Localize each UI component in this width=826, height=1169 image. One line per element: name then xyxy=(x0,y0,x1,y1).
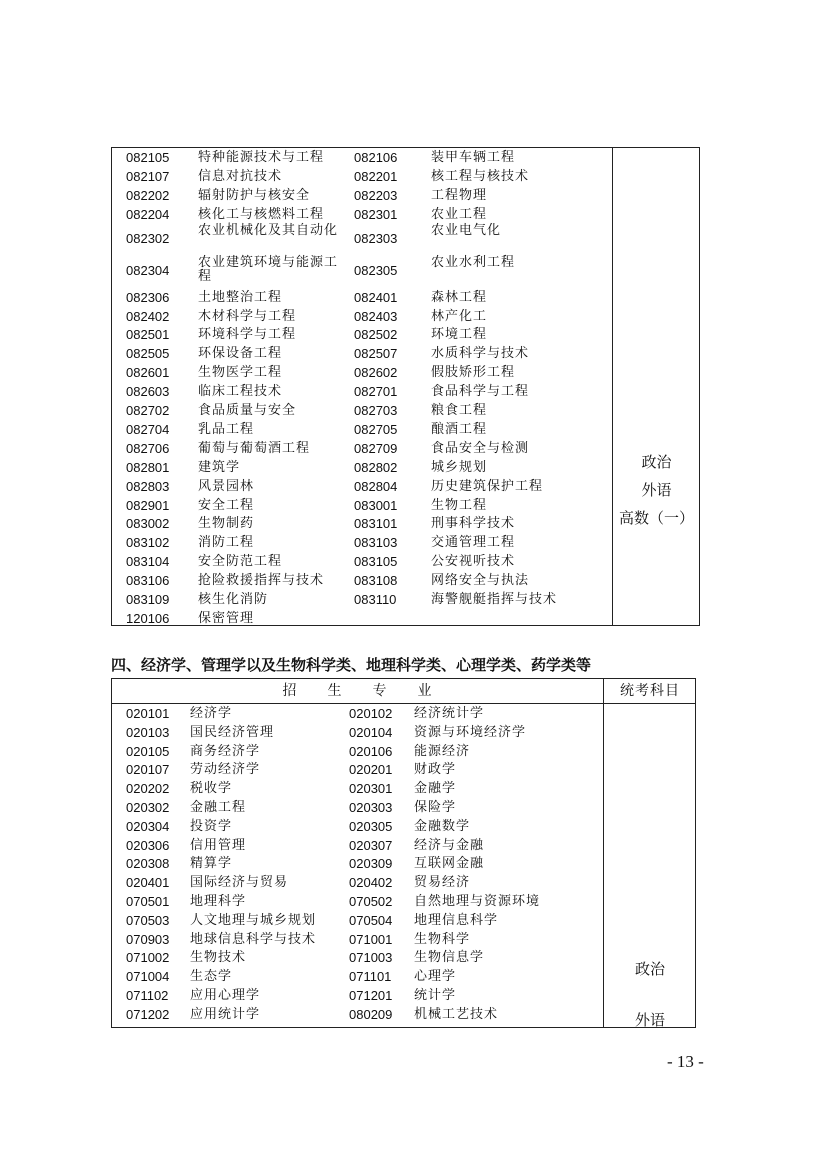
major-name: 工程物理 xyxy=(431,187,488,203)
table-row xyxy=(112,552,612,571)
major-code: 083101 xyxy=(354,516,398,532)
major-code: 020106 xyxy=(349,743,393,759)
major-name: 安全工程 xyxy=(198,497,255,513)
major-name: 心理学 xyxy=(414,969,457,985)
major-name: 海警舰艇指挥与技术 xyxy=(431,592,558,607)
major-code: 082706 xyxy=(126,440,170,456)
major-name: 木材科学与工程 xyxy=(198,308,297,324)
major-code: 082303 xyxy=(354,230,398,246)
major-name: 装甲车辆工程 xyxy=(431,150,516,165)
major-name: 生物信息学 xyxy=(414,950,485,966)
major-name: 粮食工程 xyxy=(431,403,488,418)
major-code: 120106 xyxy=(126,610,170,626)
major-name: 投资学 xyxy=(190,818,233,834)
exam-subject-politics: 政治 xyxy=(634,960,665,978)
table-row xyxy=(112,307,612,326)
major-code: 070503 xyxy=(126,912,170,928)
major-name: 生物科学 xyxy=(414,931,471,947)
major-name: 机械工艺技术 xyxy=(414,1006,499,1022)
major-code: 020301 xyxy=(349,781,393,797)
major-name: 地球信息科学与技术 xyxy=(190,931,317,947)
major-code: 020401 xyxy=(126,875,170,891)
major-name: 建筑学 xyxy=(198,459,241,475)
table-economics-majors xyxy=(111,678,696,1028)
major-name: 假肢矫形工程 xyxy=(431,365,516,381)
major-code: 020309 xyxy=(349,856,393,872)
major-code: 082701 xyxy=(354,384,398,400)
table-row xyxy=(112,439,612,458)
major-name: 交通管理工程 xyxy=(431,535,516,551)
major-name: 食品质量与安全 xyxy=(198,403,297,418)
major-code: 070501 xyxy=(126,894,170,909)
major-code: 082105 xyxy=(126,150,170,165)
major-code: 020307 xyxy=(349,837,393,853)
table-row xyxy=(112,892,612,911)
major-name: 环境科学与工程 xyxy=(198,327,297,343)
major-code: 083104 xyxy=(126,554,170,570)
major-code: 020308 xyxy=(126,856,170,872)
major-code: 082204 xyxy=(126,206,170,222)
major-name: 刑事科学技术 xyxy=(431,516,516,532)
major-name: 互联网金融 xyxy=(414,856,485,872)
major-code: 082802 xyxy=(354,459,398,475)
major-name: 经济统计学 xyxy=(414,706,485,721)
major-code: 020201 xyxy=(349,762,393,778)
major-name: 保险学 xyxy=(414,800,457,815)
major-code: 071101 xyxy=(349,969,392,985)
major-code: 071001 xyxy=(349,931,393,947)
major-name: 财政学 xyxy=(414,762,457,778)
major-name: 统计学 xyxy=(414,988,457,1003)
exam-subject-foreign-language: 外语 xyxy=(634,1011,665,1029)
major-name: 信息对抗技术 xyxy=(198,168,283,184)
major-code: 082401 xyxy=(354,289,398,305)
table-row xyxy=(112,401,612,420)
major-name: 保密管理 xyxy=(198,610,255,626)
major-code: 082201 xyxy=(354,168,398,184)
table-row xyxy=(112,798,612,817)
table-row xyxy=(112,344,612,363)
major-code: 082709 xyxy=(354,440,398,456)
major-code: 071003 xyxy=(349,950,393,966)
table-row xyxy=(112,1005,612,1024)
major-name: 经济学 xyxy=(190,706,233,721)
table-row xyxy=(112,477,612,496)
major-name: 城乡规划 xyxy=(431,459,488,475)
major-code: 070504 xyxy=(349,912,393,928)
table-row xyxy=(112,420,612,439)
major-code: 071002 xyxy=(126,950,170,966)
major-code: 020104 xyxy=(349,724,393,740)
major-code: 070903 xyxy=(126,931,170,947)
major-code: 082801 xyxy=(126,459,170,475)
table-row xyxy=(112,458,612,477)
table-row xyxy=(112,256,612,286)
major-name: 核化工与核燃料工程 xyxy=(198,206,325,222)
major-name: 安全防范工程 xyxy=(198,554,283,570)
major-name: 应用心理学 xyxy=(190,988,261,1003)
major-code: 082502 xyxy=(354,327,398,343)
major-name: 林产化工 xyxy=(431,308,488,324)
major-code: 071102 xyxy=(126,988,169,1003)
major-name: 地理科学 xyxy=(190,894,247,909)
major-code: 020102 xyxy=(349,706,393,721)
table-row xyxy=(112,288,612,307)
major-name: 森林工程 xyxy=(431,289,488,305)
table-row xyxy=(112,723,612,742)
major-name: 食品科学与工程 xyxy=(431,384,530,400)
major-name: 金融数学 xyxy=(414,818,471,834)
major-name: 税收学 xyxy=(190,781,233,797)
major-name: 风景园林 xyxy=(198,478,255,494)
table-row xyxy=(112,779,612,798)
major-name: 商务经济学 xyxy=(190,743,261,759)
major-name: 乳品工程 xyxy=(198,421,255,437)
major-code: 082302 xyxy=(126,230,170,246)
major-code: 082505 xyxy=(126,346,170,362)
major-code: 083102 xyxy=(126,535,170,551)
major-code: 083002 xyxy=(126,516,170,532)
major-name: 自然地理与资源环境 xyxy=(414,894,541,909)
major-code: 082402 xyxy=(126,308,170,324)
major-code: 020302 xyxy=(126,800,170,815)
major-code: 082305 xyxy=(354,262,398,278)
major-code: 083103 xyxy=(354,535,398,551)
major-name: 酿酒工程 xyxy=(431,421,488,437)
major-code: 083109 xyxy=(126,592,170,607)
table-row xyxy=(112,836,612,855)
major-name: 消防工程 xyxy=(198,535,255,551)
table-row xyxy=(112,514,612,533)
table-row xyxy=(112,873,612,892)
major-code: 082501 xyxy=(126,327,170,343)
table-row xyxy=(112,854,612,873)
header-exam-subjects: 统考科目 xyxy=(620,683,680,699)
table-row xyxy=(112,224,612,254)
major-code: 082901 xyxy=(126,497,170,513)
major-name: 农业机械化及其自动化 xyxy=(198,222,339,238)
table-row xyxy=(112,930,612,949)
major-name: 公安视听技术 xyxy=(431,554,516,570)
major-name: 地理信息科学 xyxy=(414,912,499,928)
major-code: 020101 xyxy=(126,706,170,721)
major-code: 082601 xyxy=(126,365,170,381)
major-code: 082203 xyxy=(354,187,398,203)
major-code: 082202 xyxy=(126,187,170,203)
table-row xyxy=(112,496,612,515)
major-name: 资源与环境经济学 xyxy=(414,724,527,740)
major-code: 082705 xyxy=(354,421,398,437)
major-name: 人文地理与城乡规划 xyxy=(190,912,317,928)
major-code: 020402 xyxy=(349,875,393,891)
major-name: 网络安全与执法 xyxy=(431,573,530,589)
major-code: 082702 xyxy=(126,403,170,418)
exam-subjects-cell xyxy=(613,450,700,534)
table-row xyxy=(112,186,612,205)
table-row xyxy=(112,817,612,836)
table-row xyxy=(112,911,612,930)
major-name: 特种能源技术与工程 xyxy=(198,150,325,165)
major-name: 国民经济管理 xyxy=(190,724,275,740)
major-name: 食品安全与检测 xyxy=(431,440,530,456)
major-code: 020202 xyxy=(126,781,170,797)
exam-subject: 高数（一） xyxy=(618,509,694,527)
major-code: 083110 xyxy=(354,592,397,607)
major-code: 082703 xyxy=(354,403,398,418)
major-name: 农业水利工程 xyxy=(431,254,516,270)
major-name: 水质科学与技术 xyxy=(431,346,530,362)
table-row xyxy=(112,148,612,167)
major-code: 080209 xyxy=(349,1006,393,1022)
major-name: 环保设备工程 xyxy=(198,346,283,362)
page-number: - 13 - xyxy=(667,1052,704,1071)
major-name: 金融学 xyxy=(414,781,457,797)
table-row xyxy=(112,363,612,382)
major-code: 082803 xyxy=(126,478,170,494)
major-name: 国际经济与贸易 xyxy=(190,875,289,891)
major-name: 贸易经济 xyxy=(414,875,471,891)
table-row xyxy=(112,609,612,628)
section-heading: 四、经济学、管理学以及生物科学类、地理科学类、心理学类、药学类等 xyxy=(111,656,592,674)
major-code: 020103 xyxy=(126,724,170,740)
major-code: 082603 xyxy=(126,384,170,400)
major-name: 葡萄与葡萄酒工程 xyxy=(198,440,311,456)
major-name: 核生化消防 xyxy=(198,592,269,607)
table-row xyxy=(112,704,612,723)
major-name: 生物工程 xyxy=(431,497,488,513)
major-code: 071202 xyxy=(126,1006,170,1022)
major-name: 信用管理 xyxy=(190,837,247,853)
major-name: 农业电气化 xyxy=(431,222,502,238)
table-row xyxy=(112,571,612,590)
major-code: 082403 xyxy=(354,308,398,324)
table-row xyxy=(112,948,612,967)
major-code: 020105 xyxy=(126,743,170,759)
header-majors: 招 生 专 业 xyxy=(282,683,433,699)
major-code: 082306 xyxy=(126,289,170,305)
major-name: 应用统计学 xyxy=(190,1006,261,1022)
major-name: 农业工程 xyxy=(431,206,488,222)
major-code: 082304 xyxy=(126,262,170,278)
major-name: 抢险救援指挥与技术 xyxy=(198,573,325,589)
major-code: 020305 xyxy=(349,818,393,834)
major-code: 071201 xyxy=(349,988,393,1003)
table-row xyxy=(112,533,612,552)
major-name: 生物制药 xyxy=(198,516,255,532)
major-code: 083105 xyxy=(354,554,398,570)
major-name: 临床工程技术 xyxy=(198,384,283,400)
major-code: 071004 xyxy=(126,969,170,985)
table-row xyxy=(112,590,612,609)
major-code: 020107 xyxy=(126,762,170,778)
major-code: 082301 xyxy=(354,206,398,222)
major-code: 020306 xyxy=(126,837,170,853)
major-name: 精算学 xyxy=(190,856,233,872)
major-code: 082107 xyxy=(126,168,170,184)
major-code: 020304 xyxy=(126,818,170,834)
major-name: 经济与金融 xyxy=(414,837,485,853)
major-code: 082507 xyxy=(354,346,398,362)
table-row xyxy=(112,967,612,986)
table-row xyxy=(112,760,612,779)
major-code: 083001 xyxy=(354,497,398,513)
major-name: 辐射防护与核安全 xyxy=(198,187,311,203)
major-code: 070502 xyxy=(349,894,393,909)
major-name: 能源经济 xyxy=(414,743,471,759)
major-name: 历史建筑保护工程 xyxy=(431,478,544,494)
table-row xyxy=(112,167,612,186)
major-name: 金融工程 xyxy=(190,800,247,815)
major-name: 土地整治工程 xyxy=(198,289,283,305)
major-code: 082804 xyxy=(354,478,398,494)
table-row xyxy=(112,205,612,224)
major-name: 核工程与核技术 xyxy=(431,168,530,184)
major-code: 082106 xyxy=(354,150,398,165)
major-code: 082602 xyxy=(354,365,398,381)
major-name: 生态学 xyxy=(190,969,233,985)
major-code: 083108 xyxy=(354,573,398,589)
table-engineering-majors xyxy=(111,147,700,626)
exam-subject: 外语 xyxy=(641,481,672,499)
major-name: 劳动经济学 xyxy=(190,762,261,778)
major-name: 农业建筑环境与能源工程 xyxy=(198,254,339,284)
major-name: 环境工程 xyxy=(431,327,488,343)
column-divider xyxy=(612,148,613,625)
major-code: 082704 xyxy=(126,421,170,437)
table-row xyxy=(112,325,612,344)
table-row xyxy=(112,382,612,401)
table-row xyxy=(112,986,612,1005)
major-name: 生物医学工程 xyxy=(198,365,283,381)
major-code: 020303 xyxy=(349,800,393,815)
major-code: 083106 xyxy=(126,573,170,589)
table-row xyxy=(112,742,612,761)
major-name: 生物技术 xyxy=(190,950,247,966)
exam-subject: 政治 xyxy=(641,453,672,471)
